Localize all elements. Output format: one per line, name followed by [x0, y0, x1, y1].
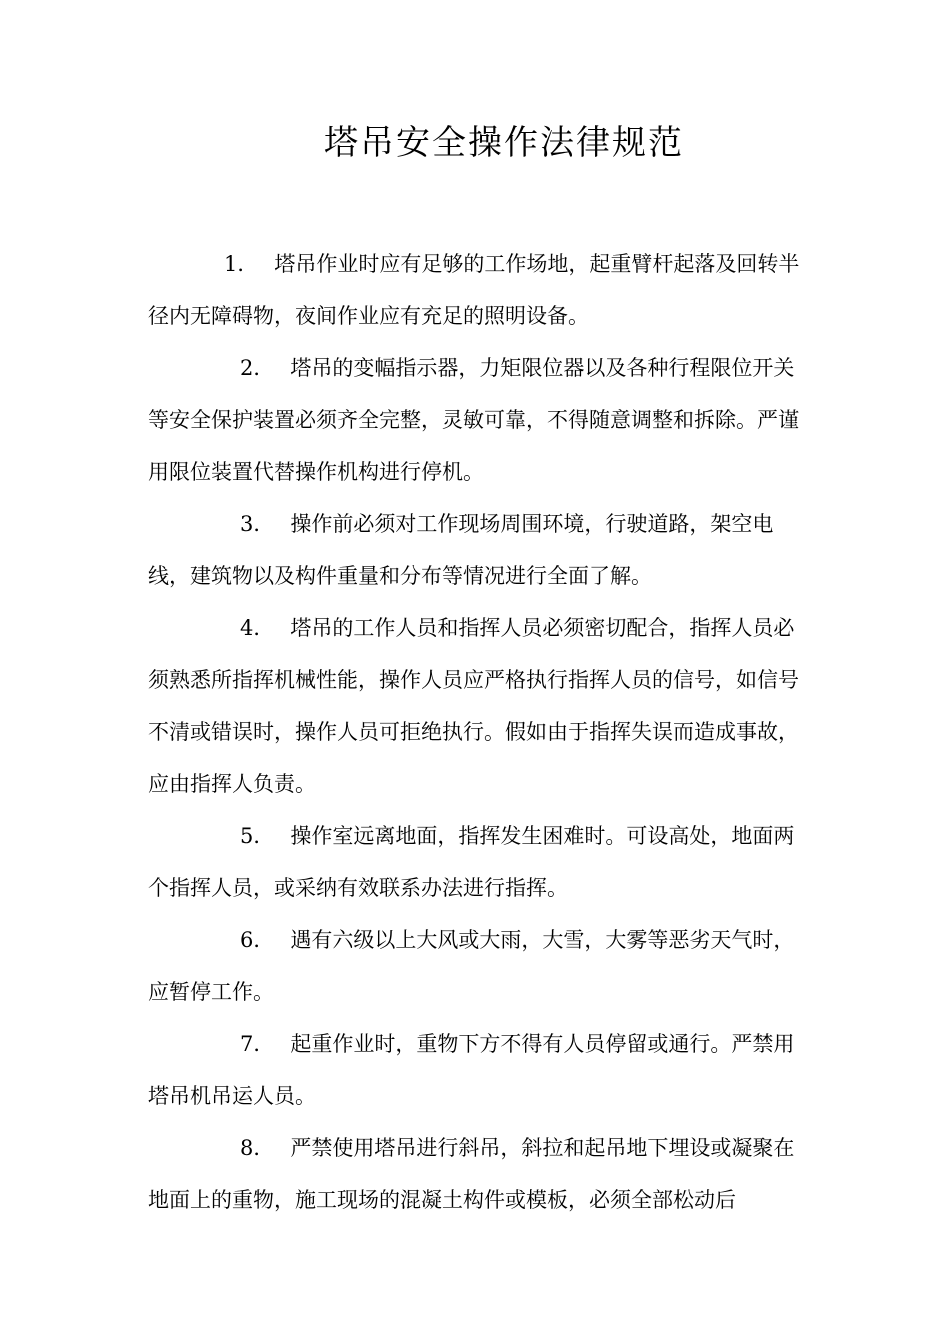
- list-item: [148, 914, 810, 1018]
- item-number: 4．: [240, 616, 275, 640]
- list-item: [148, 1018, 810, 1122]
- item-number: 1．: [224, 252, 259, 276]
- item-number: 7．: [240, 1032, 275, 1056]
- item-text: 塔吊作业时应有足够的工作场地，起重臂杆起落及回转半径内无障碍物，夜间作业应有充足的照明设备。: [148, 252, 800, 328]
- list-item: [148, 342, 810, 498]
- item-text: 起重作业时，重物下方不得有人员停留或通行。严禁用塔吊机吊运人员。: [148, 1032, 795, 1108]
- document-body: [148, 238, 810, 1226]
- item-text: 操作室远离地面，指挥发生困难时。可设高处，地面两个指挥人员，或采纳有效联系办法进行指挥。: [148, 824, 795, 900]
- list-item: [148, 238, 810, 342]
- item-number: 6．: [240, 928, 275, 952]
- item-text: 塔吊的变幅指示器，力矩限位器以及各种行程限位开关等安全保护装置必须齐全完整，灵敏可靠，不得随意调整和拆除。严谨用限位装置代替操作机构进行停机。: [148, 356, 799, 484]
- item-text: 塔吊的工作人员和指挥人员必须密切配合，指挥人员必须熟悉所指挥机械性能，操作人员应严格执行指挥人员的信号，如信号不清或错误时，操作人员可拒绝执行。假如由于指挥失误而造成事故，应由指挥人负责。: [148, 616, 799, 796]
- item-number: 5．: [240, 824, 275, 848]
- item-number: 2．: [240, 356, 275, 380]
- list-item: [148, 498, 810, 602]
- list-item: [148, 1122, 810, 1226]
- document-title: 塔吊安全操作法律规范: [324, 123, 684, 163]
- item-text: 操作前必须对工作现场周围环境，行驶道路，架空电线，建筑物以及构件重量和分布等情况进行全面了解。: [148, 512, 774, 588]
- item-number: 8．: [240, 1136, 275, 1160]
- list-item: [148, 810, 810, 914]
- item-text: 遇有六级以上大风或大雨，大雪，大雾等恶劣天气时，应暂停工作。: [148, 928, 795, 1004]
- item-number: 3．: [240, 512, 275, 536]
- list-item: [148, 602, 810, 810]
- item-text: 严禁使用塔吊进行斜吊，斜拉和起吊地下埋设或凝聚在地面上的重物，施工现场的混凝土构件或模板，必须全部松动后: [148, 1136, 795, 1212]
